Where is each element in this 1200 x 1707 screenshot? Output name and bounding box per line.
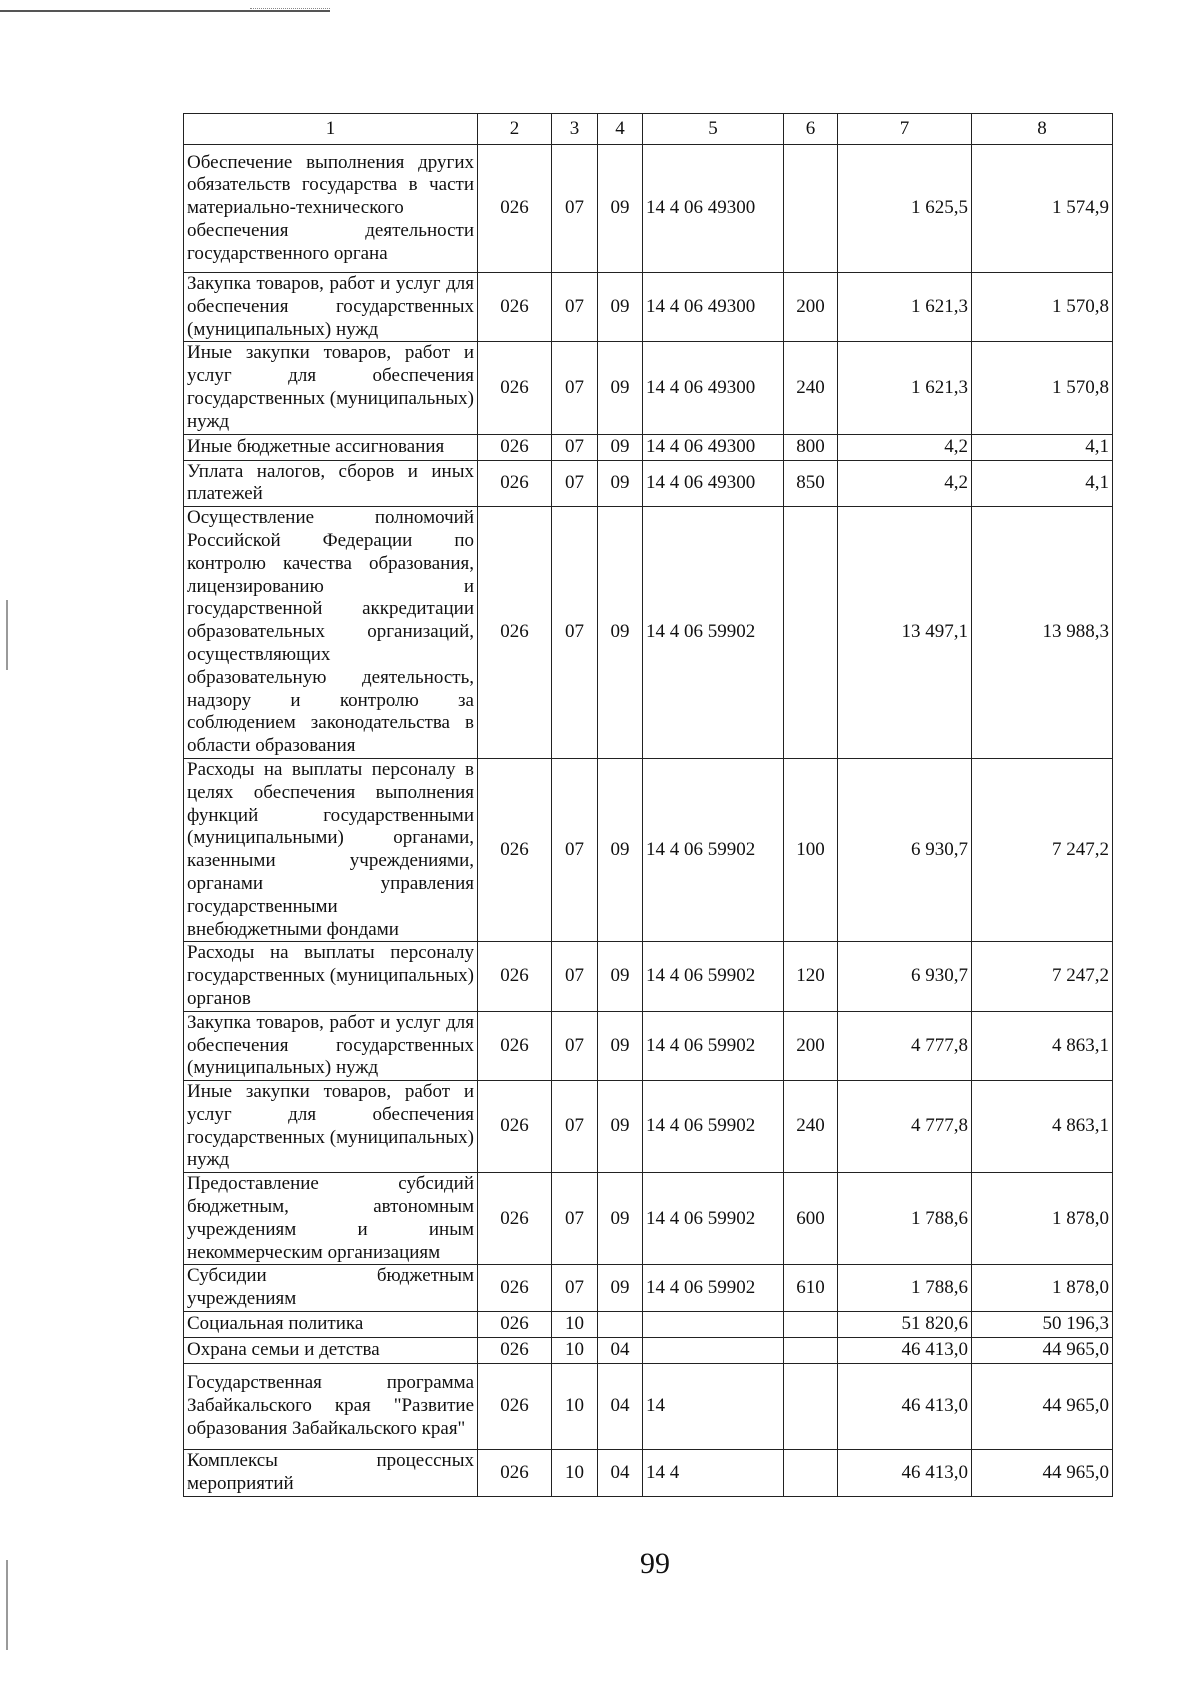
row-amount-2025: 1 621,3 [838,342,972,434]
row-section: 07 [552,1011,598,1080]
row-subsection: 09 [598,942,643,1011]
column-header: 7 [838,114,972,145]
column-header: 8 [972,114,1113,145]
column-header: 4 [598,114,643,145]
row-amount-2025: 46 413,0 [838,1450,972,1497]
row-amount-2025: 1 788,6 [838,1265,972,1312]
row-amount-2026: 4 863,1 [972,1011,1113,1080]
column-header: 2 [478,114,552,145]
row-admin-code: 026 [478,1312,552,1338]
row-admin-code: 026 [478,273,552,342]
row-section: 07 [552,342,598,434]
row-target-article: 14 4 06 49300 [643,460,784,507]
row-admin-code: 026 [478,342,552,434]
margin-mark [6,600,8,670]
row-target-article: 14 [643,1364,784,1450]
row-admin-code: 026 [478,145,552,273]
row-expense-type: 240 [784,1081,838,1173]
table-row [184,1173,1113,1265]
table-row [184,1364,1113,1450]
column-header: 5 [643,114,784,145]
row-description: Иные бюджетные ассигнования [184,434,478,460]
column-header: 6 [784,114,838,145]
row-expense-type: 100 [784,758,838,941]
row-subsection: 09 [598,273,643,342]
row-section: 10 [552,1338,598,1364]
row-amount-2026: 50 196,3 [972,1312,1113,1338]
row-description: Социальная политика [184,1312,478,1338]
row-expense-type: 610 [784,1265,838,1312]
table-row [184,460,1113,507]
row-amount-2025: 51 820,6 [838,1312,972,1338]
row-expense-type [784,145,838,273]
row-amount-2026: 44 965,0 [972,1450,1113,1497]
row-subsection: 09 [598,1081,643,1173]
row-target-article: 14 4 06 49300 [643,273,784,342]
row-admin-code: 026 [478,1338,552,1364]
row-target-article: 14 4 06 59902 [643,507,784,759]
row-target-article [643,1338,784,1364]
row-section: 07 [552,942,598,1011]
table-row [184,507,1113,759]
row-description: Уплата налогов, сборов и иных платежей [184,460,478,507]
row-expense-type: 800 [784,434,838,460]
row-subsection: 09 [598,507,643,759]
column-header: 3 [552,114,598,145]
row-target-article: 14 4 06 59902 [643,1011,784,1080]
row-expense-type: 200 [784,273,838,342]
row-target-article: 14 4 06 49300 [643,145,784,273]
row-amount-2026: 13 988,3 [972,507,1113,759]
table-row [184,1338,1113,1364]
row-amount-2025: 1 788,6 [838,1173,972,1265]
row-description: Расходы на выплаты персоналу государственных (муниципальных) органов [184,942,478,1011]
row-expense-type [784,1450,838,1497]
row-description: Предоставление субсидий бюджетным, автономным учреждениям и иным некоммерческим организациям [184,1173,478,1265]
row-amount-2025: 6 930,7 [838,758,972,941]
row-description: Осуществление полномочий Российской Федерации по контролю качества образования, лицензированию и государственной аккредитации образовательных организаций, осуществляющих образовательную деятельность, надзору и контролю за соблюдением законодательства в области образования [184,507,478,759]
row-amount-2026: 1 570,8 [972,342,1113,434]
row-subsection: 04 [598,1338,643,1364]
row-expense-type [784,1312,838,1338]
scan-edge-line [0,10,330,12]
row-admin-code: 026 [478,507,552,759]
row-section: 07 [552,1265,598,1312]
row-description: Субсидии бюджетным учреждениям [184,1265,478,1312]
row-admin-code: 026 [478,758,552,941]
row-amount-2025: 1 625,5 [838,145,972,273]
table-header-row [184,114,1113,145]
row-amount-2026: 4 863,1 [972,1081,1113,1173]
row-admin-code: 026 [478,1011,552,1080]
table-row [184,1450,1113,1497]
row-expense-type: 120 [784,942,838,1011]
row-description: Закупка товаров, работ и услуг для обеспечения государственных (муниципальных) нужд [184,1011,478,1080]
row-amount-2026: 7 247,2 [972,758,1113,941]
row-amount-2026: 4,1 [972,460,1113,507]
row-section: 07 [552,1173,598,1265]
row-subsection: 09 [598,342,643,434]
row-admin-code: 026 [478,434,552,460]
row-subsection: 09 [598,434,643,460]
row-expense-type: 850 [784,460,838,507]
row-subsection: 04 [598,1364,643,1450]
row-subsection: 04 [598,1450,643,1497]
row-target-article: 14 4 06 49300 [643,434,784,460]
table-body [184,114,1113,1497]
row-expense-type: 600 [784,1173,838,1265]
row-amount-2026: 44 965,0 [972,1338,1113,1364]
row-amount-2025: 46 413,0 [838,1338,972,1364]
table-row [184,1011,1113,1080]
table-row [184,942,1113,1011]
row-description: Государственная программа Забайкальского края "Развитие образования Забайкальского края" [184,1364,478,1450]
row-expense-type [784,507,838,759]
row-section: 10 [552,1364,598,1450]
row-admin-code: 026 [478,1265,552,1312]
table-row [184,1081,1113,1173]
row-amount-2026: 1 878,0 [972,1265,1113,1312]
row-target-article: 14 4 06 49300 [643,342,784,434]
row-section: 07 [552,145,598,273]
table-row [184,342,1113,434]
row-expense-type: 200 [784,1011,838,1080]
scan-edge-dots [250,8,330,9]
row-amount-2026: 1 574,9 [972,145,1113,273]
row-section: 10 [552,1450,598,1497]
row-description: Обеспечение выполнения других обязательств государства в части материально-технического обеспечения деятельности государственного органа [184,145,478,273]
table-row [184,1265,1113,1312]
row-subsection: 09 [598,1011,643,1080]
row-description: Закупка товаров, работ и услуг для обеспечения государственных (муниципальных) нужд [184,273,478,342]
row-section: 07 [552,434,598,460]
table-row [184,758,1113,941]
row-admin-code: 026 [478,1364,552,1450]
row-amount-2025: 4,2 [838,460,972,507]
page-number: 99 [640,1547,670,1580]
row-description: Иные закупки товаров, работ и услуг для обеспечения государственных (муниципальных) нужд [184,1081,478,1173]
row-target-article: 14 4 06 59902 [643,758,784,941]
row-target-article: 14 4 06 59902 [643,1265,784,1312]
row-subsection: 09 [598,758,643,941]
row-target-article: 14 4 [643,1450,784,1497]
row-expense-type [784,1338,838,1364]
row-amount-2026: 44 965,0 [972,1364,1113,1450]
row-subsection: 09 [598,1265,643,1312]
row-admin-code: 026 [478,460,552,507]
row-section: 07 [552,507,598,759]
row-amount-2025: 1 621,3 [838,273,972,342]
row-amount-2026: 7 247,2 [972,942,1113,1011]
table-row [184,1312,1113,1338]
row-section: 07 [552,273,598,342]
row-amount-2026: 4,1 [972,434,1113,460]
row-amount-2025: 13 497,1 [838,507,972,759]
row-amount-2026: 1 878,0 [972,1173,1113,1265]
row-admin-code: 026 [478,1450,552,1497]
row-amount-2025: 46 413,0 [838,1364,972,1450]
row-target-article: 14 4 06 59902 [643,942,784,1011]
row-target-article: 14 4 06 59902 [643,1081,784,1173]
row-amount-2025: 6 930,7 [838,942,972,1011]
row-expense-type: 240 [784,342,838,434]
row-description: Иные закупки товаров, работ и услуг для обеспечения государственных (муниципальных) нужд [184,342,478,434]
row-subsection: 09 [598,460,643,507]
row-target-article: 14 4 06 59902 [643,1173,784,1265]
row-subsection [598,1312,643,1338]
row-target-article [643,1312,784,1338]
row-expense-type [784,1364,838,1450]
row-admin-code: 026 [478,1173,552,1265]
row-description: Расходы на выплаты персоналу в целях обеспечения выполнения функций государственными (муниципальными) органами, казенными учреждениями, органами управления государственными внебюджетными фондами [184,758,478,941]
row-amount-2025: 4 777,8 [838,1081,972,1173]
row-amount-2025: 4,2 [838,434,972,460]
row-admin-code: 026 [478,1081,552,1173]
table-row [184,145,1113,273]
row-description: Охрана семьи и детства [184,1338,478,1364]
row-section: 10 [552,1312,598,1338]
row-subsection: 09 [598,1173,643,1265]
column-header: 1 [184,114,478,145]
row-subsection: 09 [598,145,643,273]
budget-table [183,113,1113,1497]
row-section: 07 [552,460,598,507]
row-admin-code: 026 [478,942,552,1011]
table-row [184,434,1113,460]
table-row [184,273,1113,342]
row-description: Комплексы процессных мероприятий [184,1450,478,1497]
row-section: 07 [552,1081,598,1173]
row-amount-2026: 1 570,8 [972,273,1113,342]
row-section: 07 [552,758,598,941]
row-amount-2025: 4 777,8 [838,1011,972,1080]
